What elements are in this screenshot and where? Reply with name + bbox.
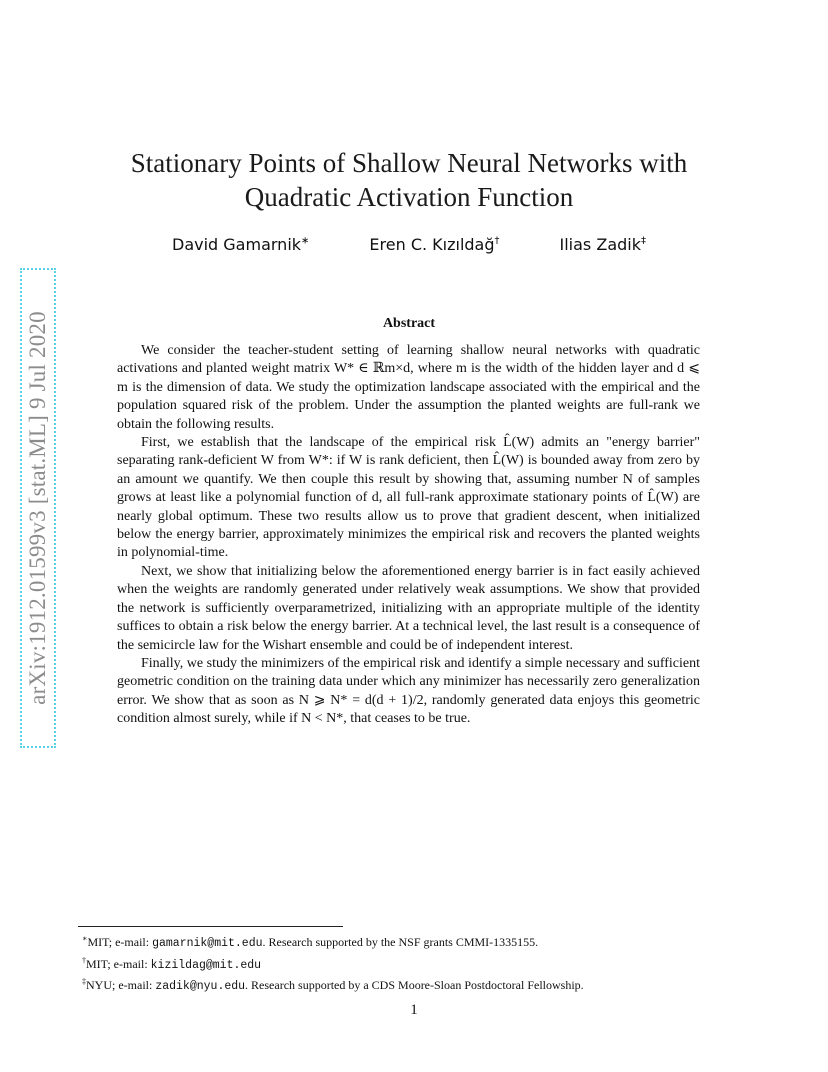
- author-mark: ∗: [301, 235, 310, 247]
- arxiv-stamp-text: arXiv:1912.01599v3 [stat.ML] 9 Jul 2020: [25, 311, 51, 705]
- footnote-prefix: NYU; e-mail:: [86, 978, 156, 992]
- footnote-rule: [78, 926, 343, 927]
- abstract-body: [117, 342, 700, 729]
- title-line-1: Stationary Points of Shallow Neural Networks with: [130, 148, 688, 178]
- author-name: Ilias Zadik: [559, 235, 641, 254]
- footnotes: [82, 931, 722, 996]
- abstract-heading: Abstract: [382, 316, 436, 331]
- author: [369, 235, 499, 254]
- author-name: Eren C. Kızıldağ: [369, 235, 495, 254]
- author-mark: †: [494, 235, 500, 247]
- abstract-paragraph: Finally, we study the minimizers of the empirical risk and identify a simple necessary and sufficient geometric condition on the training data under which any minimizer has necessarily zero generalization error. We show that as soon as N ⩾ N* = d(d + 1)/2, randomly generated data enjoys this geometric condition almost surely, while if N < N*, that ceases to be true.: [117, 655, 700, 727]
- footnote-email: gamarnik@mit.edu: [152, 937, 263, 950]
- footnote: [82, 953, 722, 975]
- footnote-mark: ‡: [82, 977, 86, 986]
- paper-title: [80, 146, 738, 214]
- abstract-paragraph: Next, we show that initializing below the aforementioned energy barrier is in fact easily achieved when the weights are randomly generated under relatively weak assumptions. We show that provided the network is sufficiently overparametrized, initializing with an appropriate multiple of the identity suffices to obtain a risk below the energy barrier. At a technical level, the last result is a consequence of the semicircle law for the Wishart ensemble and could be of independent interest.: [117, 563, 700, 653]
- author: [172, 235, 309, 254]
- author-mark: ‡: [640, 235, 646, 247]
- author-name: David Gamarnik: [172, 235, 302, 254]
- footnote-suffix: . Research supported by the NSF grants CMMI-1335155.: [262, 935, 539, 949]
- footnote-mark: ∗: [82, 934, 88, 943]
- footnote: [82, 974, 722, 996]
- page-number: 1: [410, 1002, 418, 1018]
- author: [560, 235, 646, 254]
- footnote-prefix: MIT; e-mail:: [86, 956, 151, 971]
- title-line-2: Quadratic Activation Function: [244, 182, 574, 212]
- arxiv-stamp: [20, 268, 56, 748]
- footnote-suffix: . Research supported by a CDS Moore-Sloan Postdoctoral Fellowship.: [245, 978, 584, 992]
- abstract-paragraph: First, we establish that the landscape of the empirical risk L̂(W) admits an "energy barrier" separating rank-deficient W from W*: if W is rank deficient, then L̂(W) is bounded away from zero by an amount we quantify. We then couple this result by showing that, assuming number N of samples grows at least like a polynomial function of d, all full-rank approximate stationary points of L̂(W) are nearly global optimum. These two results allow us to prove that gradient descent, when initialized below the energy barrier, approximately minimizes the empirical risk and recovers the planted weights in polynomial-time.: [117, 435, 700, 561]
- footnote-mark: †: [82, 955, 86, 965]
- footnote-prefix: MIT; e-mail:: [87, 935, 153, 949]
- abstract-paragraph: We consider the teacher-student setting of learning shallow neural networks with quadratic activations and planted weight matrix W* ∈ ℝm×d, where m is the width of the hidden layer and d ⩽ m is the dimension of data. We study the optimization landscape associated with the empirical and the population squared risk of the problem. Under the assumption the planted weights are full-rank we obtain the following results.: [117, 343, 700, 432]
- footnote-email: zadik@nyu.edu: [155, 980, 246, 993]
- footnote-email: kizildag@mit.edu: [150, 958, 262, 972]
- author-list: [80, 235, 738, 254]
- footnote: [82, 931, 722, 953]
